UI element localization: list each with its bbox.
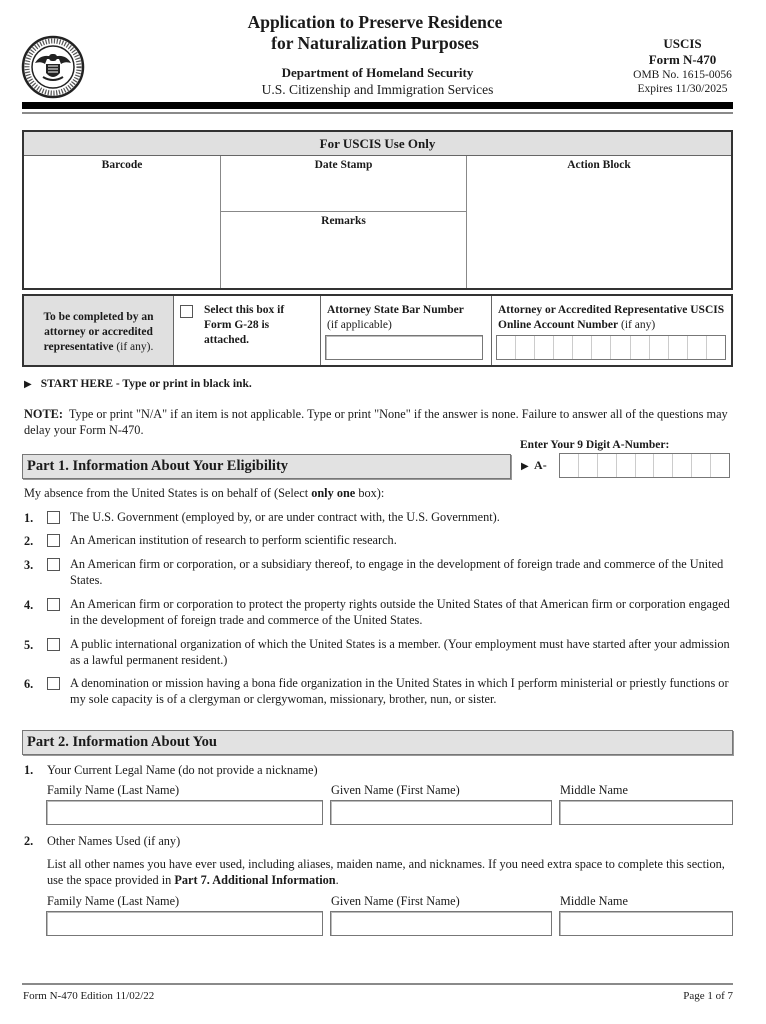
- date-stamp-label: Date Stamp: [314, 159, 373, 171]
- eligibility-checkbox-1[interactable]: [47, 511, 60, 524]
- remarks-section: [221, 211, 466, 227]
- uscis-use-only-box: [22, 130, 733, 290]
- form-title-line1: Application to Preserve Residence: [247, 12, 503, 32]
- date-stamp-remarks-cell: [221, 156, 467, 288]
- desc-pre: List all other names you have ever used, including aliases, maiden name, and nicknames. If you need extra space to complete this section, use the space provided in: [47, 857, 725, 887]
- digit-cell[interactable]: [617, 454, 636, 477]
- form-id-block: [620, 36, 745, 96]
- desc-post: .: [335, 873, 339, 887]
- part2-header: Part 2. Information About You: [22, 730, 733, 755]
- current-name-question: [24, 762, 724, 780]
- part1-prompt: [24, 486, 384, 501]
- prompt-bold: only one: [311, 486, 356, 500]
- arrow-right-icon: ▶: [24, 379, 32, 390]
- form-title-line2: for Naturalization Purposes: [271, 33, 479, 53]
- arrow-right-icon: ▶: [521, 461, 529, 472]
- g28-cell: [174, 296, 321, 365]
- bar-number-label-bold: Attorney State Bar Number: [327, 304, 464, 316]
- barcode-label: Barcode: [101, 159, 143, 171]
- digit-cell[interactable]: [692, 454, 711, 477]
- current-family-name-label: Family Name (Last Name): [47, 783, 180, 797]
- eligibility-option-4: [24, 596, 739, 630]
- a-number-prefix: [521, 458, 547, 473]
- current-family-name-input[interactable]: [46, 800, 323, 825]
- digit-cell[interactable]: [669, 336, 688, 359]
- form-number: Form N-470: [648, 52, 717, 67]
- other-names-question: [24, 833, 724, 851]
- current-middle-name-label: Middle Name: [560, 783, 628, 797]
- remarks-label: Remarks: [321, 215, 366, 227]
- other-names-label: Other Names Used (if any): [47, 834, 181, 848]
- item-number: 6.: [24, 677, 34, 691]
- digit-cell[interactable]: [592, 336, 611, 359]
- department-name: Department of Homeland Security: [281, 65, 474, 80]
- eligibility-option-6: [24, 675, 739, 709]
- eligibility-checkbox-4[interactable]: [47, 598, 60, 611]
- g28-checkbox[interactable]: [180, 305, 193, 318]
- digit-cell[interactable]: [636, 454, 655, 477]
- attorney-box: [22, 294, 733, 367]
- digit-cell[interactable]: [554, 336, 573, 359]
- other-family-name-label: Family Name (Last Name): [47, 894, 180, 908]
- digit-cell[interactable]: [598, 454, 617, 477]
- item-text: An American firm or corporation to protect the property rights outside the United States of that American firm or corporation engaged in the development of foreign trade and commerce of the United States.: [70, 597, 730, 627]
- other-middle-name-input[interactable]: [559, 911, 733, 936]
- item-number: 2.: [24, 534, 34, 548]
- item-number: 3.: [24, 558, 34, 572]
- attorney-intro-bold: To be completed by an attorney or accredited representative: [43, 311, 154, 353]
- eligibility-checkbox-2[interactable]: [47, 534, 60, 547]
- online-account-cell: [492, 296, 731, 365]
- barcode-cell: [24, 156, 221, 288]
- digit-cell[interactable]: [497, 336, 516, 359]
- digit-cell[interactable]: [579, 454, 598, 477]
- current-given-name-label: Given Name (First Name): [331, 783, 460, 797]
- other-family-name-input[interactable]: [46, 911, 323, 936]
- digit-cell[interactable]: [611, 336, 630, 359]
- eligibility-option-1: [24, 509, 739, 527]
- agency-name: U.S. Citizenship and Immigration Services: [261, 82, 494, 97]
- header-divider: [22, 102, 733, 109]
- eligibility-option-5: [24, 636, 739, 670]
- digit-cell[interactable]: [673, 454, 692, 477]
- item-text: The U.S. Government (employed by, or are under contract with, the U.S. Government).: [70, 510, 500, 524]
- bar-number-input[interactable]: [325, 335, 483, 360]
- action-block-cell: [467, 156, 731, 288]
- item-text: An American institution of research to perform scientific research.: [70, 533, 397, 547]
- agency-short: USCIS: [663, 36, 702, 51]
- digit-cell[interactable]: [631, 336, 650, 359]
- expiration-date: Expires 11/30/2025: [637, 83, 728, 95]
- start-here-text: START HERE - Type or print in black ink.: [40, 378, 252, 390]
- online-account-label-bold: Attorney or Accredited Representative USCIS Online Account Number: [498, 304, 725, 331]
- other-given-name-input[interactable]: [330, 911, 552, 936]
- item-text: An American firm or corporation, or a subsidiary thereof, to engage in the development of foreign trade and commerce of the United States.: [70, 557, 724, 587]
- a-number-label: Enter Your 9 Digit A-Number:: [520, 439, 670, 451]
- a-number-prefix-text: A-: [534, 458, 547, 472]
- online-account-label: [498, 303, 731, 333]
- attorney-intro-normal: (if any).: [116, 341, 154, 353]
- form-title: [200, 12, 550, 54]
- item-number: 2.: [24, 834, 34, 848]
- bar-number-cell: [321, 296, 492, 365]
- other-middle-name-label: Middle Name: [560, 894, 628, 908]
- current-middle-name-input[interactable]: [559, 800, 733, 825]
- item-number: 1.: [24, 511, 34, 525]
- eligibility-option-2: [24, 532, 739, 550]
- note-label: NOTE:: [24, 407, 63, 421]
- current-given-name-input[interactable]: [330, 800, 552, 825]
- note: [24, 406, 739, 438]
- eligibility-option-3: [24, 556, 739, 590]
- digit-cell[interactable]: [516, 336, 535, 359]
- form-edition: Form N-470 Edition 11/02/22: [23, 990, 155, 1002]
- eligibility-checkbox-3[interactable]: [47, 558, 60, 571]
- footer-rule: [22, 983, 733, 985]
- digit-cell[interactable]: [560, 454, 579, 477]
- page-number: Page 1 of 7: [683, 990, 733, 1002]
- start-here: [24, 378, 252, 390]
- prompt-pre: My absence from the United States is on behalf of (Select: [24, 486, 312, 500]
- a-number-input[interactable]: [559, 453, 730, 478]
- dhs-seal-icon: [21, 35, 85, 99]
- header-rule: [22, 112, 733, 114]
- digit-cell[interactable]: [711, 454, 729, 477]
- online-account-input[interactable]: [496, 335, 726, 360]
- item-number: 1.: [24, 763, 34, 777]
- online-account-label-normal: (if any): [621, 319, 656, 331]
- part1-header: Part 1. Information About Your Eligibility: [22, 454, 511, 479]
- other-names-description: [47, 856, 737, 888]
- eligibility-checkbox-6[interactable]: [47, 677, 60, 690]
- prompt-post: box):: [355, 486, 385, 500]
- bar-number-label: [327, 303, 464, 333]
- digit-cell[interactable]: [688, 336, 707, 359]
- digit-cell[interactable]: [535, 336, 554, 359]
- action-block-label: Action Block: [567, 159, 631, 171]
- attorney-intro: [24, 296, 174, 365]
- current-name-label: Your Current Legal Name (do not provide a nickname): [47, 763, 318, 777]
- note-text: Type or print "N/A" if an item is not applicable. Type or print "None" if the answer is none. Failure to answer all of the questions may delay your Form N-470.: [24, 407, 728, 437]
- part7-reference: Part 7. Additional Information: [174, 873, 336, 887]
- eligibility-checkbox-5[interactable]: [47, 638, 60, 651]
- other-given-name-label: Given Name (First Name): [331, 894, 460, 908]
- uscis-use-only-title: For USCIS Use Only: [24, 132, 731, 156]
- item-text: A denomination or mission having a bona fide organization in the United States in which I perform ministerial or priestly functions or my sole capacity is of a clergyman or clergywoman, missionary, brother, nun, or sister.: [70, 676, 729, 706]
- item-text: A public international organization of which the United States is a member. (Your employment must have started after your admission as a lawful permanent resident.): [70, 637, 730, 667]
- item-number: 4.: [24, 598, 34, 612]
- digit-cell[interactable]: [573, 336, 592, 359]
- digit-cell[interactable]: [650, 336, 669, 359]
- g28-label: Select this box if Form G-28 is attached.: [204, 304, 285, 346]
- digit-cell[interactable]: [707, 336, 725, 359]
- omb-number: OMB No. 1615-0056: [633, 69, 732, 81]
- bar-number-label-normal: (if applicable): [327, 319, 392, 331]
- digit-cell[interactable]: [654, 454, 673, 477]
- item-number: 5.: [24, 638, 34, 652]
